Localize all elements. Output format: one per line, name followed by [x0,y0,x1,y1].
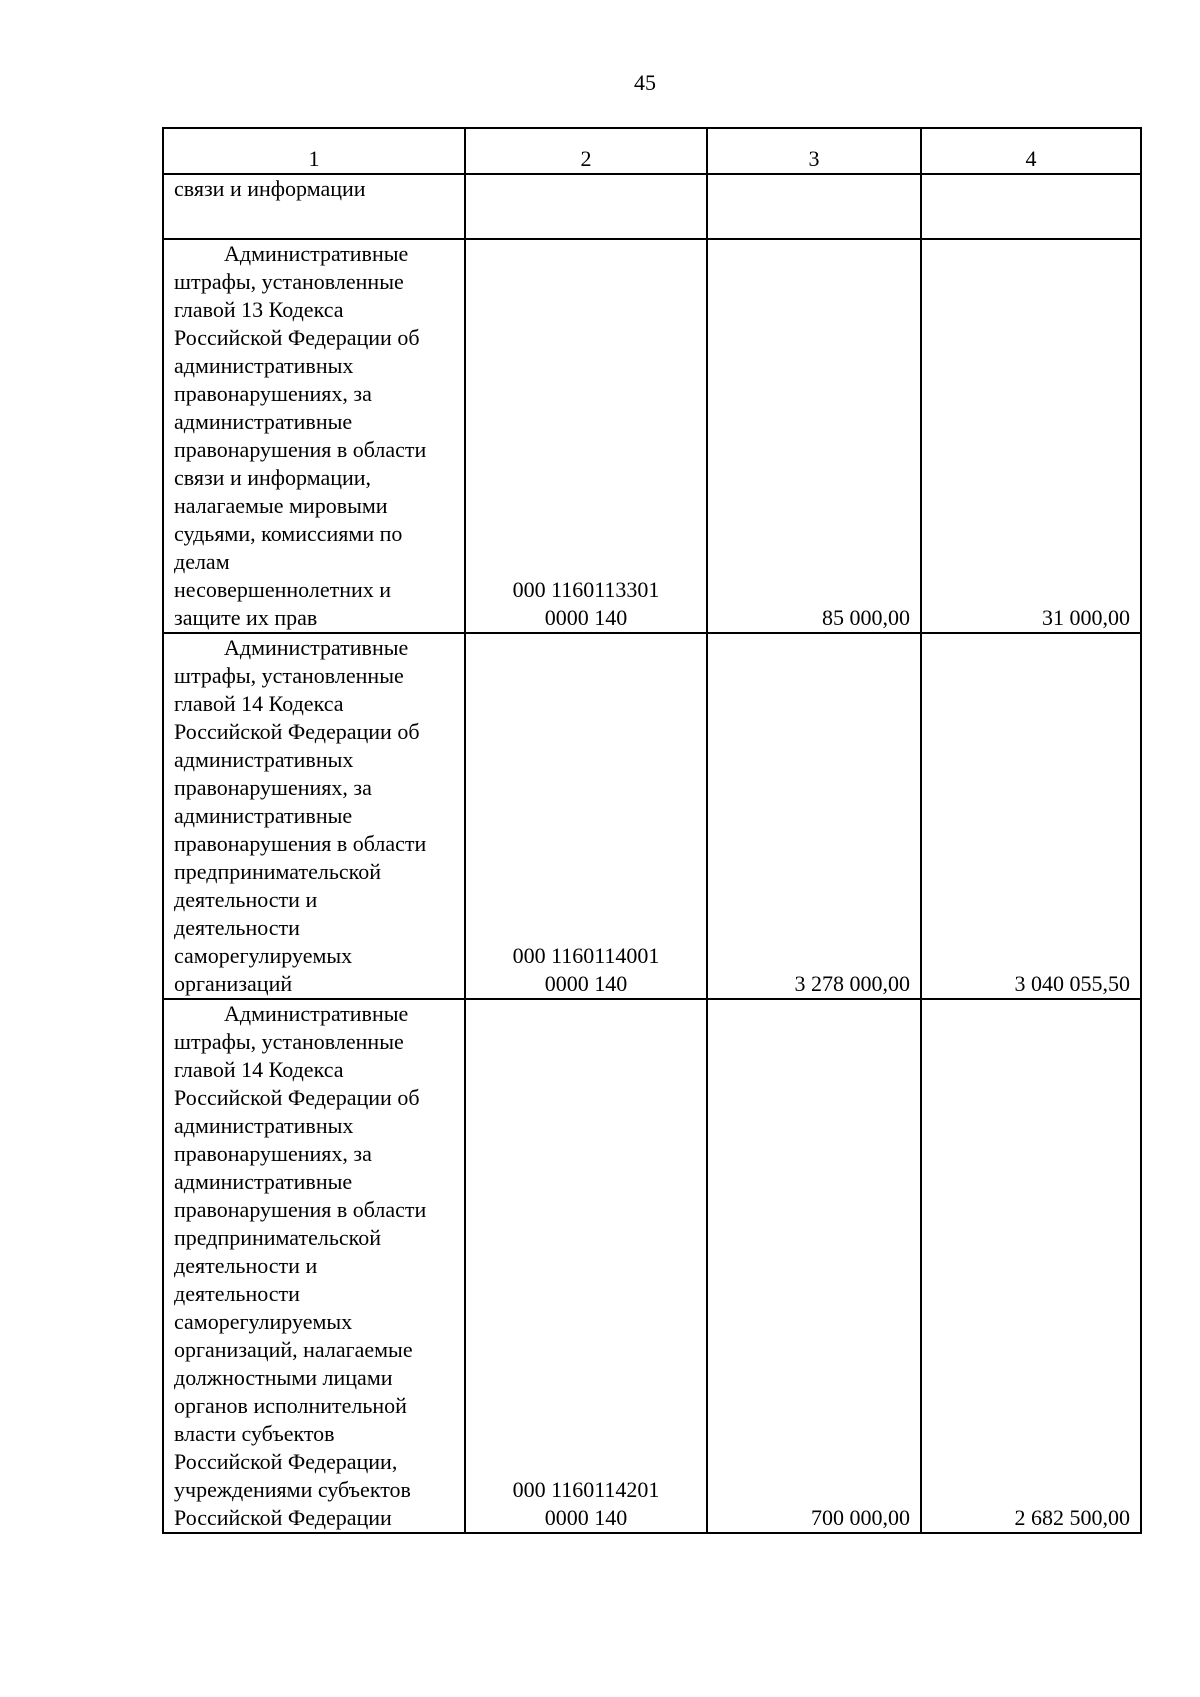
description-line: предпринимательской [174,859,382,884]
row-description [163,239,465,633]
code-line: 000 1160114201 [512,1477,660,1502]
row-value-3: 700 000,00 [707,999,921,1533]
code-line: 0000 140 [544,971,628,996]
code-line: 0000 140 [544,605,628,630]
description-line: административные [174,1169,353,1194]
description-line: административные [174,803,353,828]
description-line: Административные [224,241,409,266]
description-line: штрафы, установленные [174,269,404,294]
description-line: главой 13 Кодекса [174,297,344,322]
description-line: власти субъектов [174,1421,335,1446]
description-line: правонарушениях, за [174,775,372,800]
row-code [465,239,707,633]
description-line: судьями, комиссиями по [174,521,403,546]
page-number: 45 [634,70,656,95]
description-line: Российской Федерации, [174,1449,398,1474]
description-line: правонарушения в области [174,437,427,462]
table-row-continuation [163,174,1141,239]
table-row [163,633,1141,999]
row-description [163,633,465,999]
description-line: административных [174,747,354,772]
row-code [465,174,707,239]
code-line: 0000 140 [544,1505,628,1530]
row-value-3: 3 278 000,00 [707,633,921,999]
row-value-4: 2 682 500,00 [921,999,1141,1533]
column-header-3: 3 [707,128,921,174]
budget-table [162,127,1142,1534]
description-line: административные [174,409,353,434]
description-line: делам [174,549,230,574]
description-line: Российской Федерации об [174,719,420,744]
table-row [163,239,1141,633]
column-header-1: 1 [163,128,465,174]
row-value-4 [921,174,1141,239]
description-line: защите их прав [174,605,318,630]
row-description: связи и информации [163,174,465,239]
description-line: Российской Федерации об [174,325,420,350]
description-line: правонарушениях, за [174,381,372,406]
description-line: правонарушения в области [174,1197,427,1222]
description-line: Административные [224,1001,409,1026]
description-line: деятельности и [174,887,318,912]
description-line: организаций, налагаемые [174,1337,413,1362]
description-line: саморегулируемых [174,943,353,968]
description-line: Российской Федерации [174,1505,392,1530]
row-value-4: 3 040 055,50 [921,633,1141,999]
description-line: учреждениями субъектов [174,1477,411,1502]
column-header-4: 4 [921,128,1141,174]
description-line: предпринимательской [174,1225,382,1250]
code-line: 000 1160114001 [512,943,660,968]
row-description [163,999,465,1533]
description-line: несовершеннолетних и [174,577,392,602]
description-line: Российской Федерации об [174,1085,420,1110]
description-line: органов исполнительной [174,1393,407,1418]
row-value-3: 85 000,00 [707,239,921,633]
description-line: Административные [224,635,409,660]
description-line: штрафы, установленные [174,1029,404,1054]
description-line: деятельности [174,1281,300,1306]
column-header-2: 2 [465,128,707,174]
description-line: главой 14 Кодекса [174,691,344,716]
description-line: деятельности и [174,1253,318,1278]
description-line: деятельности [174,915,300,940]
description-line: главой 14 Кодекса [174,1057,344,1082]
code-line: 000 1160113301 [512,577,660,602]
description-line: административных [174,353,354,378]
row-code [465,633,707,999]
row-code [465,999,707,1533]
description-line: саморегулируемых [174,1309,353,1334]
description-line: правонарушения в области [174,831,427,856]
description-line: организаций [174,971,293,996]
description-line: административных [174,1113,354,1138]
description-line: правонарушениях, за [174,1141,372,1166]
description-line: штрафы, установленные [174,663,404,688]
row-value-3 [707,174,921,239]
column-number-row [163,128,1141,174]
row-value-4: 31 000,00 [921,239,1141,633]
description-line: налагаемые мировыми [174,493,388,518]
description-line: связи и информации, [174,465,372,490]
table-row [163,999,1141,1533]
description-line: должностными лицами [174,1365,393,1390]
